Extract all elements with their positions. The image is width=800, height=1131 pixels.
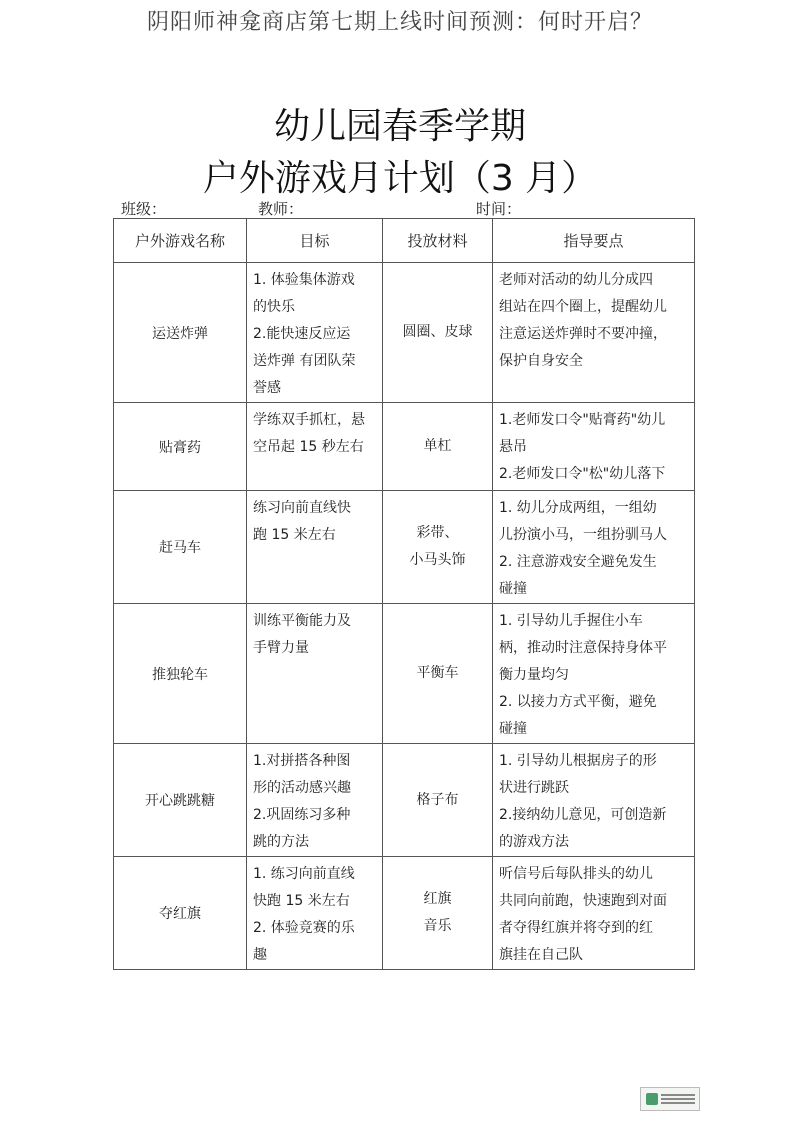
guide-line: 2. 以接力方式平衡，避免	[499, 694, 657, 710]
guide-cell	[493, 263, 695, 403]
game-name: 运送炸弹	[152, 325, 208, 342]
material-cell	[383, 403, 493, 491]
site-logo-icon	[640, 1087, 700, 1111]
table-row	[114, 491, 695, 604]
guide-line: 衡力量均匀	[499, 667, 569, 683]
material-line: 单杠	[423, 438, 452, 454]
material-cell	[383, 744, 493, 857]
material-cell	[383, 263, 493, 403]
table-row	[114, 263, 695, 403]
guide-line: 的游戏方法	[499, 834, 569, 850]
goal-line: 誉感	[253, 380, 281, 396]
guide-line: 旗挂在自己队	[499, 947, 583, 963]
goal-line: 1. 体验集体游戏	[253, 272, 355, 288]
guide-line: 柄，推动时注意保持身体平	[499, 640, 667, 656]
goal-line: 学练双手抓杠，悬	[253, 412, 365, 428]
material-line: 小马头饰	[409, 552, 466, 568]
goal-cell	[247, 263, 383, 403]
activity-plan-table	[113, 218, 695, 970]
game-name: 开心跳跳糖	[145, 793, 215, 809]
guide-line: 儿扮演小马，一组扮驯马人	[499, 527, 667, 543]
game-name-cell	[114, 604, 247, 744]
guide-line: 组站在四个圈上，提醒幼儿	[499, 299, 667, 315]
material-cell	[383, 604, 493, 744]
guide-line: 1. 引导幼儿根据房子的形	[499, 753, 657, 769]
game-name: 推独轮车	[152, 666, 208, 683]
goal-line: 1. 练习向前直线	[253, 866, 355, 882]
header-material: 投放材料	[383, 219, 493, 263]
header-goal: 目标	[247, 219, 383, 263]
guide-cell	[493, 857, 695, 970]
game-name-cell	[114, 857, 247, 970]
goal-line: 练习向前直线快	[253, 500, 351, 516]
game-name: 赶马车	[159, 540, 201, 556]
table-row	[114, 857, 695, 970]
guide-line: 保护自身安全	[499, 353, 583, 369]
guide-line: 2. 注意游戏安全避免发生	[499, 554, 657, 570]
title-line-2: 户外游戏月计划（3 月）	[202, 158, 598, 199]
guide-line: 2.老师发口令"松"幼儿落下	[499, 466, 666, 482]
material-cell	[383, 491, 493, 604]
game-name-cell	[114, 491, 247, 604]
guide-line: 1. 引导幼儿手握住小车	[499, 613, 643, 629]
table-row	[114, 403, 695, 491]
logo-mark-icon	[646, 1093, 658, 1105]
guide-cell	[493, 744, 695, 857]
guide-line: 状进行跳跃	[499, 780, 569, 796]
goal-cell	[247, 403, 383, 491]
guide-line: 1.老师发口令"贴膏药"幼儿	[499, 412, 666, 428]
table-row	[114, 604, 695, 744]
page-top-title: 阴阳师神龛商店第七期上线时间预测：何时开启？	[146, 10, 653, 35]
material-cell	[383, 857, 493, 970]
class-label: 班级：	[121, 200, 167, 218]
document-title	[0, 100, 800, 204]
game-name: 贴膏药	[159, 439, 201, 456]
guide-cell	[493, 403, 695, 491]
goal-line: 手臂力量	[253, 640, 309, 656]
guide-line: 注意运送炸弹时不要冲撞，	[499, 326, 667, 342]
time-label: 时间：	[476, 200, 522, 218]
teacher-label: 教师：	[258, 200, 304, 218]
goal-line: 2.能快速反应运	[253, 326, 351, 342]
header-guide: 指导要点	[493, 219, 695, 263]
goal-line: 2. 体验竞赛的乐	[253, 920, 355, 936]
goal-cell	[247, 857, 383, 970]
guide-line: 碰撞	[499, 721, 527, 737]
guide-line: 2.接纳幼儿意见，可创造新	[499, 807, 667, 823]
goal-line: 跳的方法	[253, 834, 309, 850]
logo-text-graphic	[661, 1094, 695, 1104]
goal-line: 快跑 15 米左右	[253, 893, 350, 909]
material-line: 平衡车	[416, 665, 459, 681]
material-line: 红旗	[423, 891, 452, 907]
header-game-name: 户外游戏名称	[114, 219, 247, 263]
guide-line: 悬吊	[499, 439, 527, 455]
game-name: 夺红旗	[159, 906, 201, 922]
goal-line: 形的活动感兴趣	[253, 780, 351, 796]
table-header-row	[114, 219, 695, 263]
goal-cell	[247, 604, 383, 744]
goal-line: 跑 15 米左右	[253, 527, 336, 543]
guide-line: 老师对活动的幼儿分成四	[499, 272, 653, 288]
game-name-cell	[114, 263, 247, 403]
material-line: 圆圈、皮球	[402, 324, 473, 340]
goal-line: 空吊起 15 秒左右	[253, 439, 364, 455]
guide-line: 共同向前跑，快速跑到对面	[499, 893, 667, 909]
material-line: 音乐	[423, 918, 452, 934]
goal-cell	[247, 744, 383, 857]
title-line-1: 幼儿园春季学期	[273, 106, 526, 147]
material-line: 彩带、	[416, 525, 459, 541]
table-row	[114, 744, 695, 857]
guide-cell	[493, 491, 695, 604]
goal-line: 1.对拼搭各种图	[253, 753, 351, 769]
guide-line: 碰撞	[499, 581, 527, 597]
guide-line: 者夺得红旗并将夺到的红	[499, 920, 653, 936]
game-name-cell	[114, 744, 247, 857]
goal-line: 的快乐	[253, 299, 295, 315]
material-line: 格子布	[416, 791, 459, 808]
game-name-cell	[114, 403, 247, 491]
guide-cell	[493, 604, 695, 744]
goal-cell	[247, 491, 383, 604]
goal-line: 2.巩固练习多种	[253, 807, 351, 823]
guide-line: 1. 幼儿分成两组，一组幼	[499, 500, 657, 516]
goal-line: 训练平衡能力及	[253, 613, 351, 629]
guide-line: 听信号后每队排头的幼儿	[499, 866, 653, 882]
goal-line: 趣	[253, 947, 267, 963]
goal-line: 送炸弹 有团队荣	[253, 353, 356, 369]
